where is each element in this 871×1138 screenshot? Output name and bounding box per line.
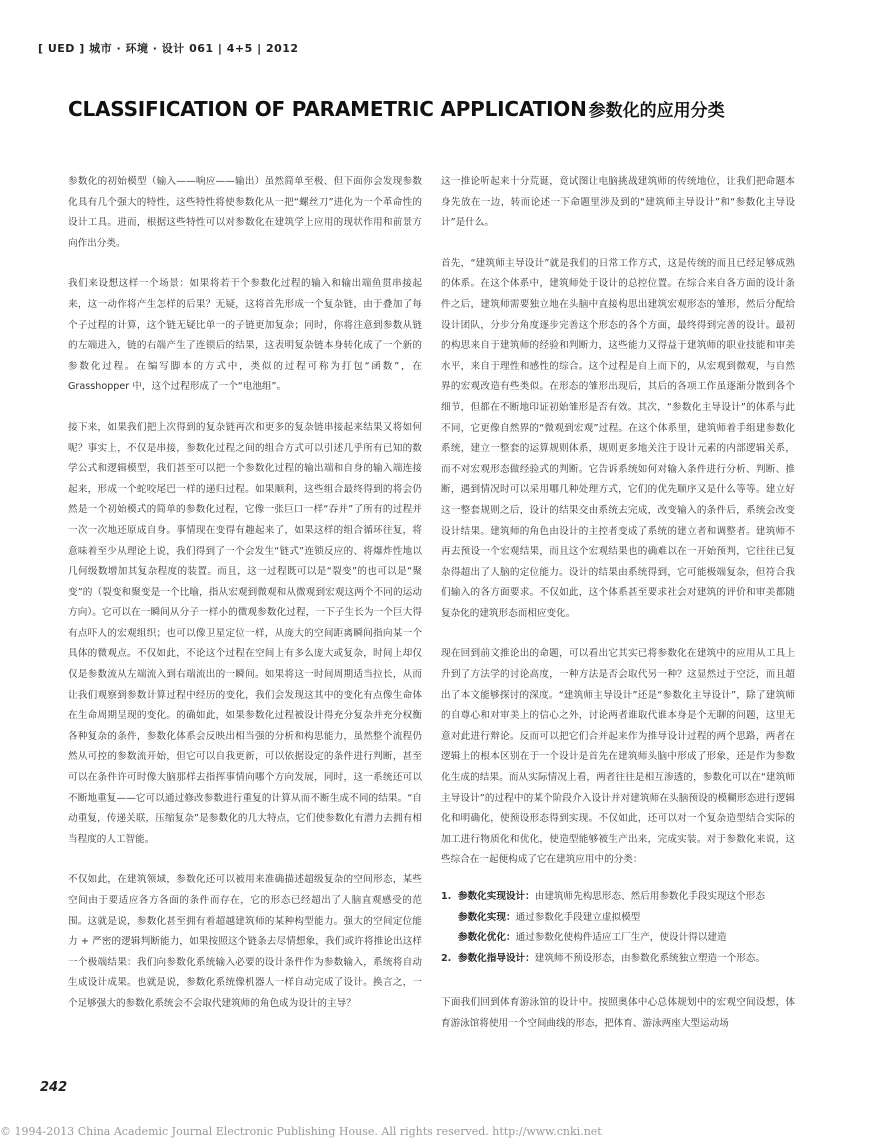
left-column [68,172,422,1035]
list-item [441,949,795,970]
list-item [441,928,795,949]
title-chinese: 参数化的应用分类 [588,101,725,121]
paragraph: 下面我们回到体育游泳馆的设计中。按照奥体中心总体规划中的宏观空间设想，体育游泳馆将使用一个空间曲线的形态，把体育、游泳两座大型运动场 [441,997,795,1029]
list-term: 参数化实现设计： [458,891,535,902]
list-item [441,908,795,929]
paragraph: 不仅如此，在建筑领域，参数化还可以被用来准确描述超级复杂的空间形态，某些空间由于要适应各方各面的条件而存在，它的形态已经超出了人脑直观感受的范围。这就是说，参数化甚至拥有着超越建筑师的某种构型能力。强大的空间定位能力 + 严密的逻辑判断能力，如果按照这个链条去尽情想象，我们或许将推论出这样一个极端结果：我们向参数化系统输入必要的设计条件作为参数输入，系统将自动生成设计成果。也就是说，参数化系统像机器人一样自动完成了设计。换言之，一个足够强大的参数化系统会不会取代建筑师的角色成为设计的主导？ [68,874,422,1009]
paragraph: 这一推论听起来十分荒诞，竟试图让电脑挑战建筑师的传统地位，让我们把命题本身先放在一边，转而论述一下命题里涉及到的“建筑师主导设计”和“参数化主导设计”是什么。 [441,176,795,229]
list-number: 2. [441,952,452,964]
copyright-footer: © 1994-2013 China Academic Journal Electronic Publishing House. All rights reserved. http://www.cnki.net [0,1125,602,1138]
paragraph: 首先，“建筑师主导设计”就是我们的日常工作方式，这是传统的而且已经足够成熟的体系。在这个体系中，建筑师处于设计的总控位置。在综合来自各方面的设计条件之后，建筑师需要独立地在头脑中直接构思出建筑宏观形态的雏形，然后分配给设计团队，分步分角度逐步完善这个形态的各个方面，最终得到完善的设计。最初的构思来自于建筑师的经验和判断力，这些能力又得益于建筑师的职业技能和审美水平，来自于理性和感性的综合。这个过程是自上而下的，从宏观到微观，与自然界的宏观改造有些类似。在形态的雏形出现后，其后的各项工作虽逐渐分散到各个细节，但都在不断地印证初始雏形是否有效。其次，“参数化主导设计”的体系与此不同，它更像自然界的“微观到宏观”过程。在这个体系里，建筑师着手组建参数化系统，建立一整套的运算规则体系，规则更多地关注于设计元素的内部逻辑关系，而不对宏观形态做经验式的判断。它告诉系统如何对输入条件进行分析、判断、推断，遇到情况时可以采用哪几种处理方式，它们的优先顺序又是什么等等。建立好这一整套规则之后，设计的结果交由系统去完成，改变输入的条件后，系统会改变设计结果。建筑师的角色由设计的主控者变成了系统的建立者和调整者。建筑师不再去预设一个宏观结果，而且这个宏观结果也的确难以在一开始预判，它往往已复杂得超出了人脑的定位能力。设计的结果由系统得到，它可能极端复杂，但符合我们输入的各方面要求。不仅如此，这个体系甚至要求社会对建筑的评价和审美都随复杂化的建筑形态而相应变化。 [441,257,795,619]
paragraph: 我们来设想这样一个场景：如果将若干个参数化过程的输入和输出端鱼贯串接起来，这一动作将产生怎样的后果？无疑，这将首先形成一个复杂链，由于叠加了每个子过程的计算，这个链无疑比单一的子链更加复杂；同时，你将注意到参数从链的左端进入，链的右端产生了连锁后的结果，这表明复杂链本身转化成了一个新的参数化过程。在编写脚本的方式中，类似的过程可称为打包“函数”，在 Grasshopper 中，这个过程形成了一个“电池组”。 [68,278,422,393]
list-text: 通过参数化手段建立虚拟模型 [515,911,641,923]
journal-header: [ UED ] 城市 · 环境 · 设计 061 | 4+5 | 2012 [38,42,299,55]
list-item [441,887,795,908]
title-english: CLASSIFICATION OF PARAMETRIC APPLICATION [68,97,587,121]
list-text: 由建筑师先构思形态、然后用参数化手段实现这个形态 [534,891,765,902]
list-term: 参数化优化： [458,932,516,944]
right-column [441,172,795,1055]
page-number: 242 [40,1080,68,1095]
classification-list [441,887,795,969]
list-number: 1. [441,891,452,902]
list-text: 建筑师不预设形态，由参数化系统独立塑造一个形态。 [534,952,765,964]
page-title [68,96,725,121]
paragraph: 现在回到前文推论出的命题，可以看出它其实已将参数化在建筑中的应用从工具上升到了方法学的讨论高度，一种方法是否会取代另一种？这显然过于空泛，而且超出了本文能够探讨的深度。“建筑师主导设计”还是“参数化主导设计”，除了建筑师的自尊心和对审美上的信心之外，讨论两者谁取代谁本身是个无聊的问题，这里无意对此进行辩论。反而可以把它们合并起来作为推导设计过程的两个思路，两者在逻辑上的根本区别在于一个设计是首先在建筑师头脑中形成了形象，还是作为参数化生成的结果。而从实际情况上看，两者往往是相互渗透的，参数化可以在“建筑师主导设计”的过程中的某个阶段介入设计并对建筑师在头脑预设的模糊形态进行逻辑化和明确化，使预设形态得到实现。不仅如此，还可以对一个复杂造型结合实际的加工进行物质化和优化，使造型能够被生产出来，完成实装。对于参数化来说，这些综合在一起便构成了它在建筑应用中的分类： [441,648,795,866]
list-text: 通过参数化使构件适应工厂生产，使设计得以建造 [515,932,727,944]
list-term: 参数化实现： [458,911,516,923]
list-term: 参数化指导设计： [458,952,535,964]
paragraph: 接下来，如果我们把上次得到的复杂链再次和更多的复杂链串接起来结果又将如何呢？事实上，不仅是串接，参数化过程之间的组合方式可以引述几乎所有已知的数学公式和逻辑模型，我们甚至可以把一个参数化过程的输出端和自身的输入端连接起来，形成一个蛇咬尾巴一样的递归过程。如果顺利，这些组合最终得到的将会仍然是一个初始模式的简单的参数化过程，它像一张巨口一样“吞并”了所有的过程并一次一次地还原成自身。事情现在变得有趣起来了，如果这样的组合循环往复，将意味着至少从理论上说，我们得到了一个会发生“链式”连锁反应的、将爆炸性地以几何级数增加其复杂程度的装置。而且，这一过程既可以是“裂变”的也可以是“聚变”的（裂变和聚变是一个比喻，指从宏观到微观和从微观到宏观这两个不同的运动方向）。它可以在一瞬间从分子一样小的微观参数化过程，一下子生长为一个巨大得有点吓人的宏观组织；也可以像卫星定位一样，从庞大的空间距离瞬间指向某一个具体的微观点。不仅如此，不论这个过程在空间上有多么庞大或复杂，时间上却仅仅是参数流从左端流入到右端流出的一瞬间。如果将这一时间周期适当拉长，从而让我们观察到参数计算过程中经历的变化，我们会发现这其中的变化有点像生命体在生命周期呈现的变化。的确如此，如果参数化过程被设计得充分复杂并充分权衡各种复杂的条件，参数化体系会反映出相当强的分析和构思能力，虽然整个流程仍然从可控的参数流开始，但它可以自我更新，可以依据设定的条件进行判断，甚至可以在条件许可时像大脑那样去指挥事情向哪个方向发展，同时，这一系统还可以不断地重复——它可以通过修改参数进行重复的计算从而不断生成不同的结果。“自动重复，传递关联，压缩复杂”是参数化的几大特点，它们使参数化有潜力去拥有相当程度的人工智能。 [68,421,422,845]
paragraph: 参数化的初始模型（输入——响应——输出）虽然简单至极、但下面你会发现参数化具有几个强大的特性，这些特性将使参数化从一把“螺丝刀”进化为一个革命性的设计工具。进而，根据这些特性可以对参数化在建筑学上应用的现状作用和前景方向作出分类。 [68,176,422,249]
